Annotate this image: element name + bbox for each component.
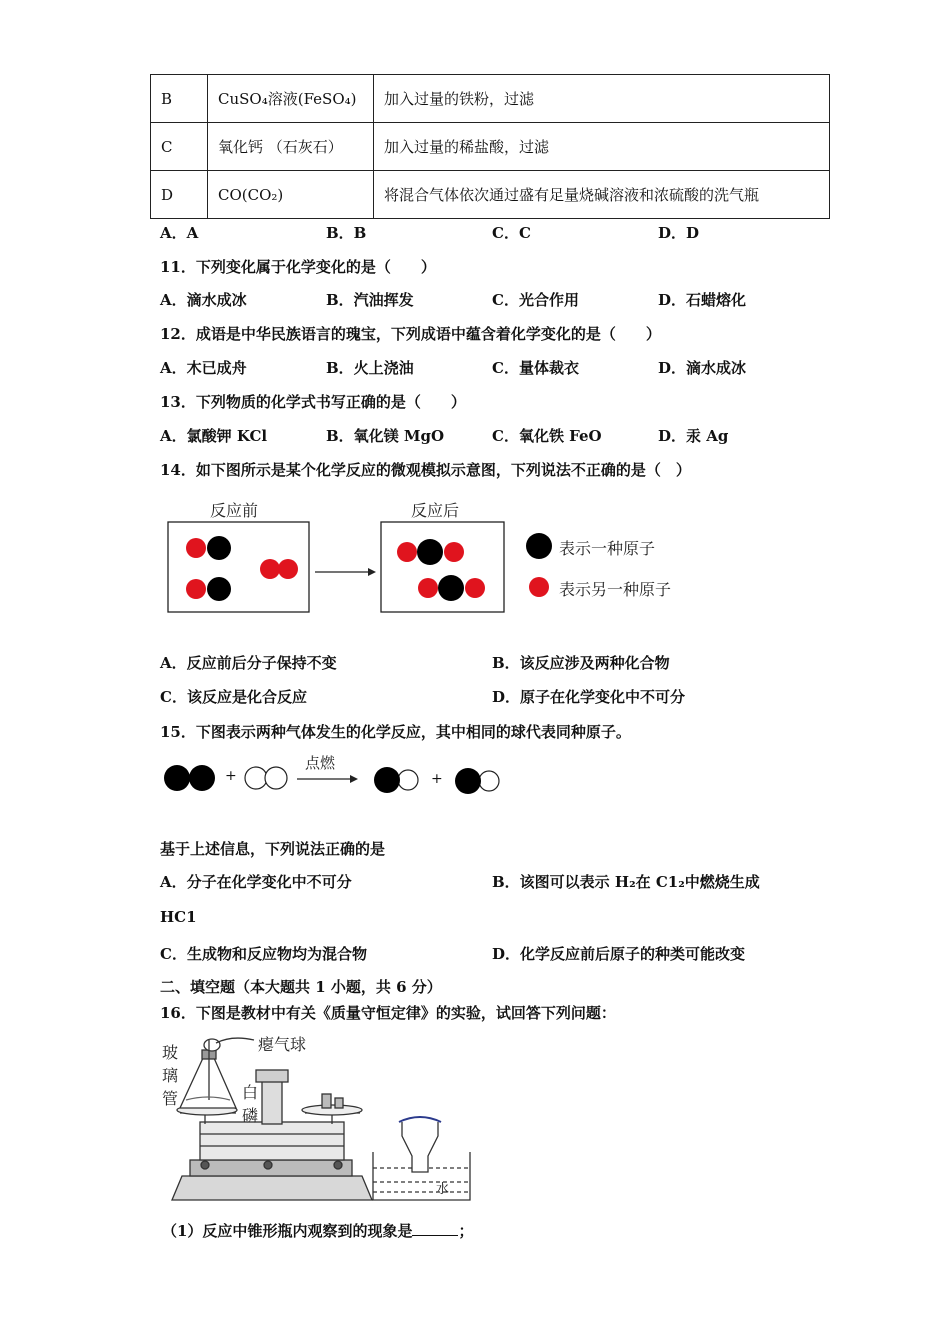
sub-question-text: （1）反应中锥形瓶内观察到的现象是 [162,1222,413,1240]
option: C．量体裁衣 [492,359,579,377]
table-cell: CO(CO₂) [208,171,374,219]
option: B．汽油挥发 [326,291,414,309]
option: B．该图可以表示 H₂在 C1₂中燃烧生成 [492,873,760,891]
option: B．氧化镁 MgO [326,427,445,445]
white-atom [245,767,267,789]
red-atom [260,559,280,579]
legend-black-label: 表示一种原子 [559,539,656,558]
red-atom [397,542,417,562]
option: C．氧化铁 FeO [492,427,602,445]
question-stem: 14．如下图所示是某个化学反应的微观模拟示意图，下列说法不正确的是（ ） [160,461,691,479]
red-atom [444,542,464,562]
table-cell: C [151,123,208,171]
table-cell: 加入过量的铁粉，过滤 [374,75,830,123]
question-stem: 16．下图是教材中有关《质量守恒定律》的实验，试回答下列问题： [160,1004,616,1022]
option: A．滴水成冰 [160,291,247,309]
option: D．汞 Ag [658,427,729,445]
sub-question [162,1220,473,1241]
option: C．C [492,224,531,242]
option: C．该反应是化合反应 [160,688,307,706]
option: D．D [658,224,700,242]
tube-label-char: 璃 [162,1066,179,1085]
legend-red-label: 表示另一种原子 [559,580,672,599]
black-atom [189,765,215,791]
table-cell: CuSO₄溶液(FeSO₄) [208,75,374,123]
option: A．木已成舟 [160,359,247,377]
after-box [381,522,504,612]
red-atom [186,579,206,599]
table-cell: 将混合气体依次通过盛有足量烧碱溶液和浓硫酸的洗气瓶 [374,171,830,219]
black-atom [438,575,464,601]
option: A．反应前后分子保持不变 [160,654,337,672]
red-atom [186,538,206,558]
option-continuation: HC1 [160,908,197,926]
figure-label-before: 反应前 [210,501,259,520]
figure-label-after: 反应后 [411,501,460,520]
option: A．氯酸钾 KCl [160,427,268,445]
red-atom [465,578,485,598]
question-lead: 基于上述信息，下列说法正确的是 [160,840,386,858]
black-atom [374,767,400,793]
question-stem: 15．下图表示两种气体发生的化学反应，其中相同的球代表同种原子。 [160,723,631,741]
legend-red-atom [529,577,549,597]
tube-label-char: 玻 [162,1043,179,1062]
water-label: 水 [436,1182,450,1197]
question-stem: 11．下列变化属于化学变化的是（ ） [160,258,436,276]
tube-label-char: 管 [162,1089,179,1108]
table-cell: 加入过量的稀盐酸，过滤 [374,123,830,171]
black-atom [207,536,231,560]
phosphorus-label-char: 白 [242,1083,259,1102]
option: B．火上浇油 [326,359,414,377]
reaction-arrow-head [350,775,358,783]
option: B．B [326,224,367,242]
water-beaker [373,1117,470,1200]
balloon-label: 瘪气球 [258,1035,307,1054]
black-atom [417,539,443,565]
white-atom [479,771,499,791]
white-atom [398,770,418,790]
option: B．该反应涉及两种化合物 [492,654,670,672]
legend-black-atom [526,533,552,559]
phosphorus-label-char: 磷 [242,1106,259,1125]
red-atom [418,578,438,598]
black-atom [164,765,190,791]
reaction-condition: 点燃 [305,754,336,772]
option: D．石蜡熔化 [658,291,747,309]
option: D．化学反应前后原子的种类可能改变 [492,945,746,963]
plus-sign: + [431,771,443,787]
black-atom [455,768,481,794]
section-title: 二、填空题（本大题共 1 小题，共 6 分） [160,978,442,996]
red-atom [278,559,298,579]
black-atom [207,577,231,601]
option: D．滴水成冰 [658,359,747,377]
question-stem: 12．成语是中华民族语言的瑰宝，下列成语中蕴含着化学变化的是（ ） [160,325,661,343]
question-stem: 13．下列物质的化学式书写正确的是（ ） [160,393,466,411]
option: A．分子在化学变化中不可分 [160,873,352,891]
option: D．原子在化学变化中不可分 [492,688,686,706]
white-atom [265,767,287,789]
answer-blank [412,1221,458,1236]
option: C．光合作用 [492,291,579,309]
table-cell: D [151,171,208,219]
table-cell: 氧化钙 （石灰石） [208,123,374,171]
sub-question-end: ； [458,1222,474,1240]
option: A．A [160,224,199,242]
option: C．生成物和反应物均为混合物 [160,945,367,963]
table-cell: B [151,75,208,123]
reaction-arrow-head [368,568,376,576]
plus-sign: + [225,768,237,784]
